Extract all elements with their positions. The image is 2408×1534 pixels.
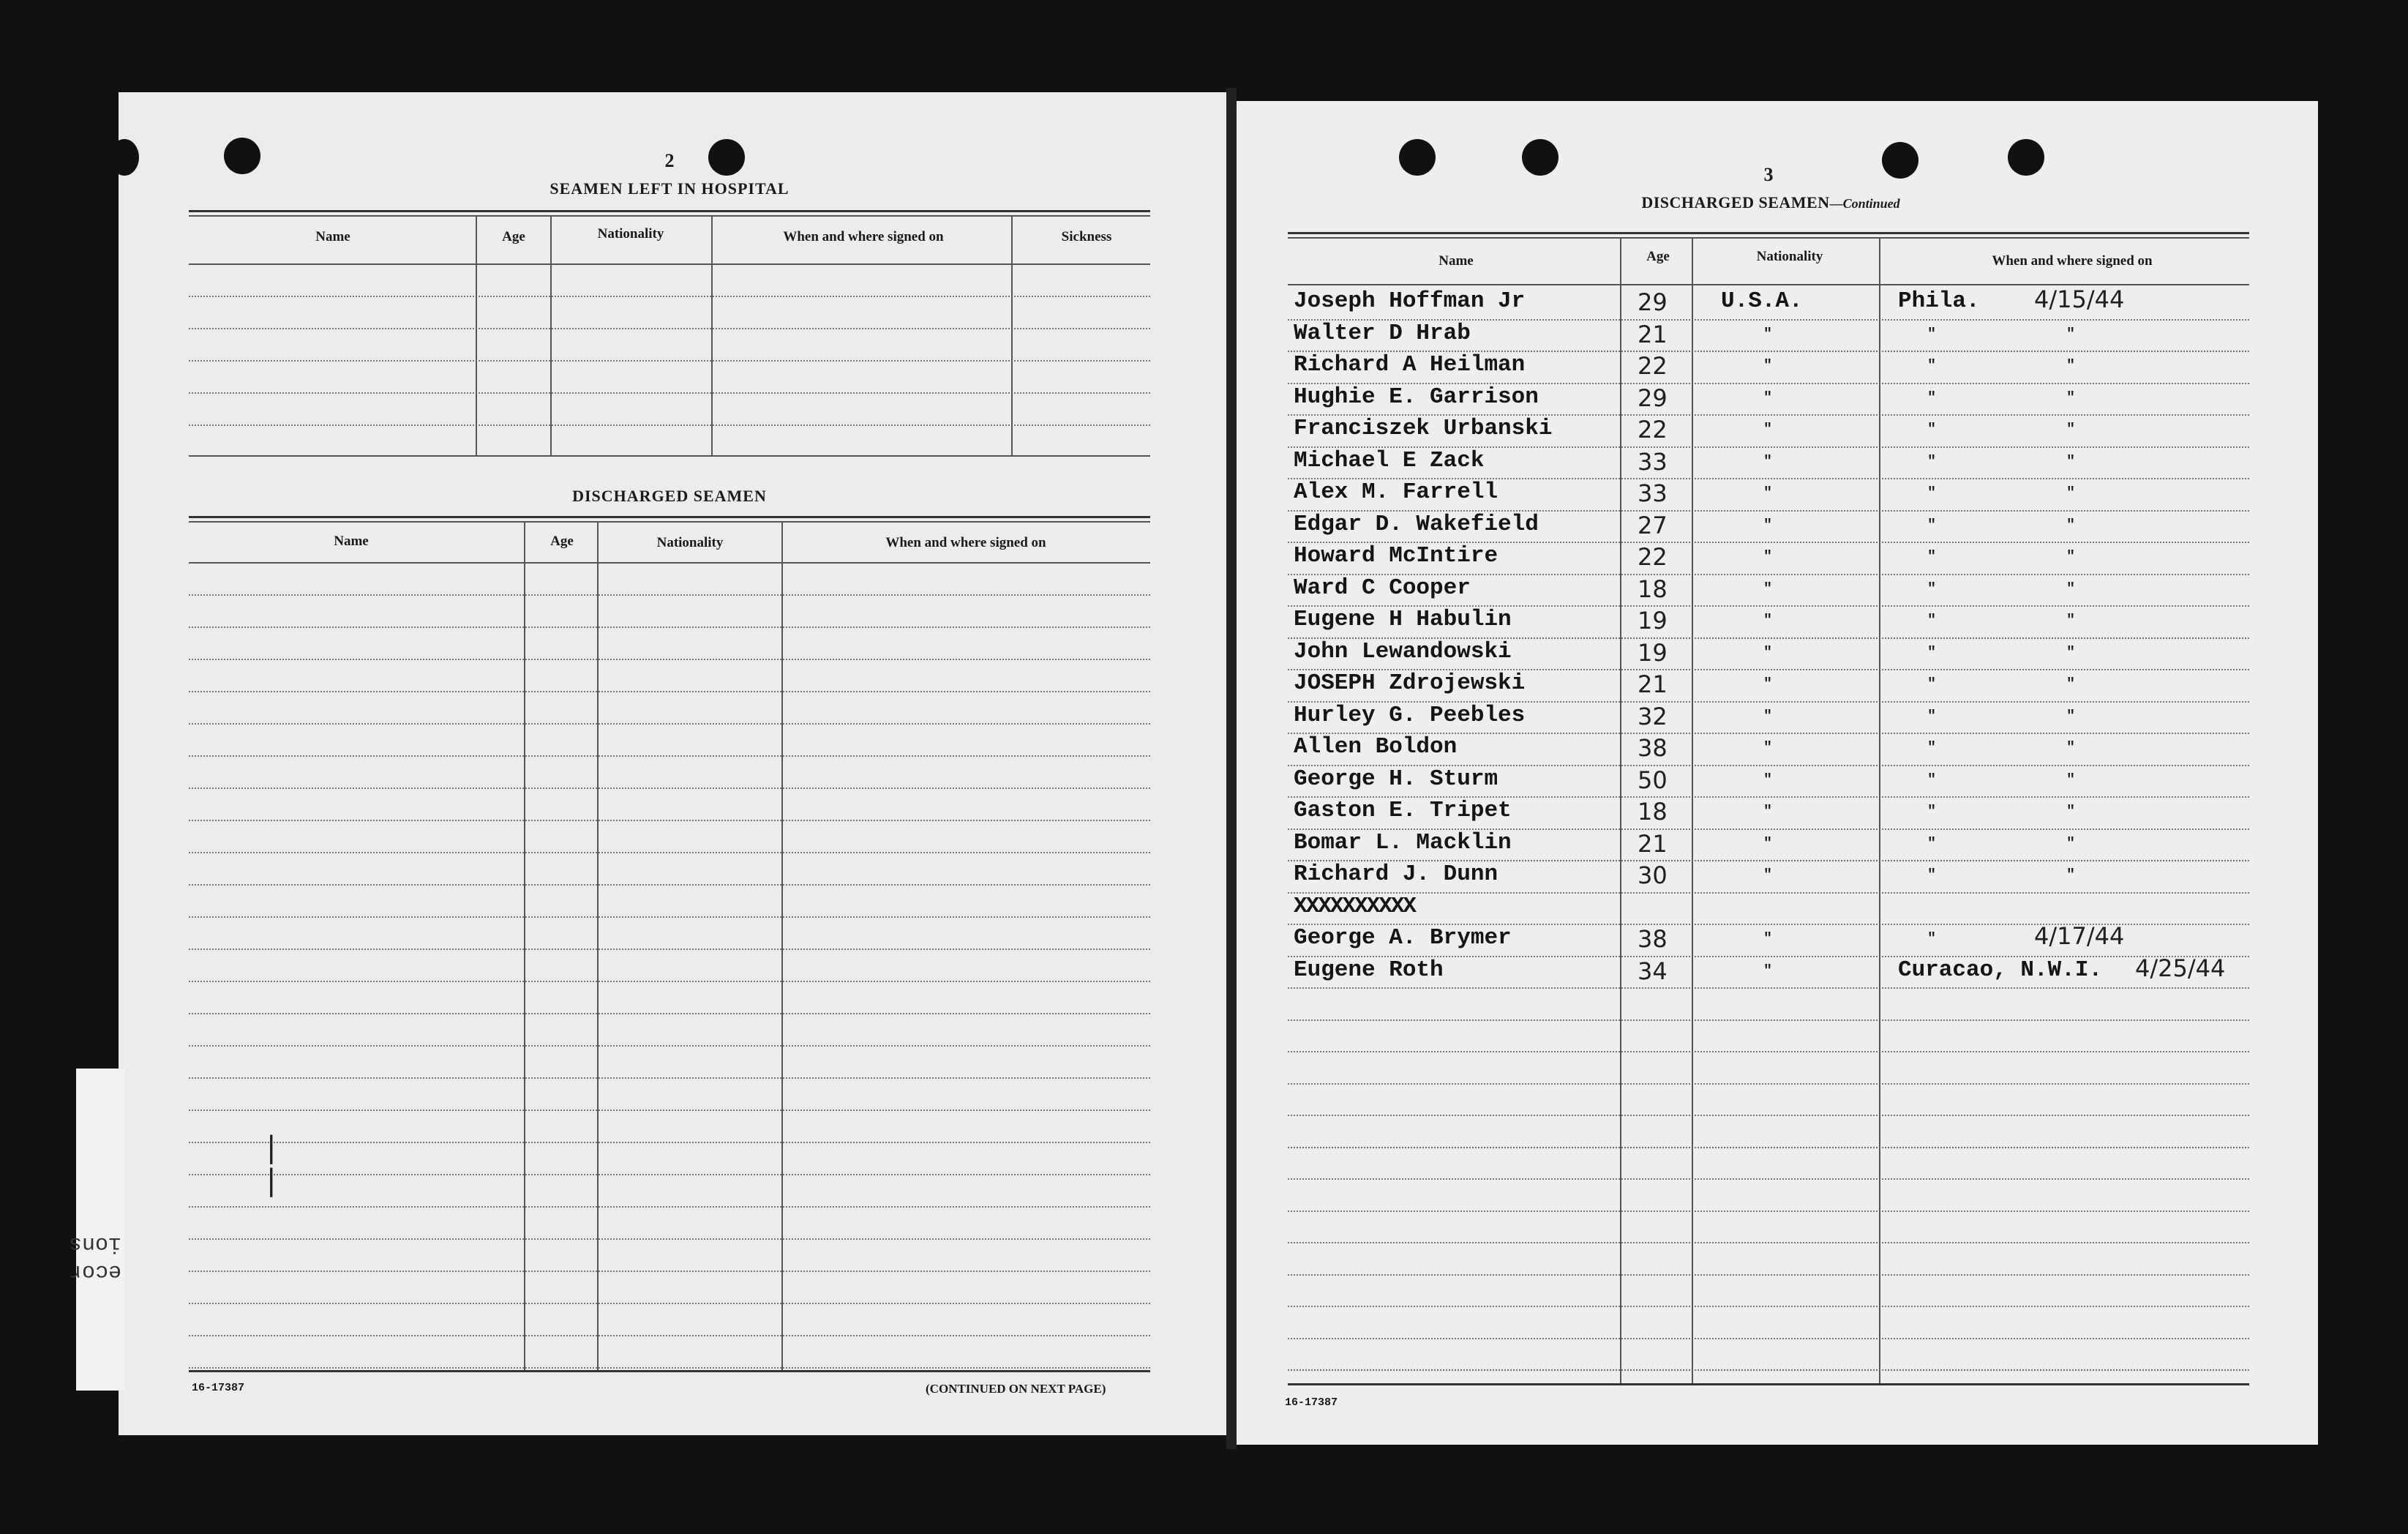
row-age: 21 (1638, 321, 1668, 348)
discharged-row-rule (189, 884, 1150, 886)
discharged-row-rule (189, 1077, 1150, 1079)
row-place-ditto: " (1927, 740, 1937, 757)
binding-spine (1226, 88, 1237, 1449)
discharged-row-rule (189, 626, 1150, 628)
right-col-divider (1620, 239, 1621, 1383)
hospital-header-signed: When and where signed on (783, 229, 944, 244)
right-row-rule (1288, 1083, 2249, 1085)
discharged-row-rule (189, 594, 1150, 596)
discharged-row-rule (189, 1206, 1150, 1208)
left-page (119, 92, 1231, 1435)
punch-hole (1882, 142, 1918, 179)
right-table-top-rule-2 (1288, 237, 2249, 239)
row-date-ditto: " (2066, 358, 2076, 375)
discharged-header-age: Age (550, 534, 574, 549)
right-row-rule (1288, 987, 2249, 989)
row-place-ditto: " (1927, 804, 1937, 820)
hospital-header-name: Name (315, 229, 350, 244)
discharged-col-divider (781, 523, 783, 1370)
row-nationality-ditto: " (1763, 676, 1773, 693)
hospital-section-title: SEAMEN LEFT IN HOSPITAL (550, 179, 789, 198)
row-nationality-ditto: " (1763, 390, 1773, 407)
discharged-row-rule (189, 1238, 1150, 1240)
discharged-row-rule (189, 1335, 1150, 1336)
row-name: George H. Sturm (1294, 766, 1499, 792)
row-age: 33 (1638, 448, 1668, 476)
row-age: 18 (1638, 575, 1668, 603)
row-age: 27 (1638, 512, 1668, 539)
row-name: Howard McIntire (1294, 543, 1499, 569)
discharged-header-name: Name (334, 534, 369, 549)
row-name: Bomar L. Macklin (1294, 830, 1512, 856)
punch-hole (708, 139, 745, 176)
row-nationality-ditto: " (1763, 422, 1773, 438)
punch-hole (224, 138, 260, 174)
row-nationality-ditto: " (1763, 963, 1773, 980)
row-nationality-ditto: " (1763, 931, 1773, 948)
row-date: 4/15/44 (2034, 285, 2125, 313)
row-date-ditto: " (2066, 549, 2076, 566)
right-row-rule (1288, 1306, 2249, 1307)
hospital-table-bottom-rule (189, 455, 1150, 457)
row-nationality-ditto: " (1763, 485, 1773, 502)
row-name: George A. Brymer (1294, 925, 1512, 951)
discharged-header-nationality: Nationality (656, 535, 724, 550)
row-place-ditto: " (1927, 613, 1937, 629)
row-nationality-ditto: " (1763, 358, 1773, 375)
row-place-ditto: " (1927, 676, 1937, 693)
right-row-rule (1288, 1274, 2249, 1276)
row-nationality-ditto: " (1763, 867, 1773, 884)
row-nationality-ditto: " (1763, 613, 1773, 629)
discharged-row-rule (189, 981, 1150, 982)
discharged-row-rule (189, 1110, 1150, 1111)
row-nationality: U.S.A. (1721, 288, 1803, 314)
row-nationality-ditto: " (1763, 454, 1773, 471)
right-col-divider (1692, 239, 1693, 1383)
row-age: 19 (1638, 607, 1668, 635)
row-nationality-ditto: " (1763, 836, 1773, 853)
right-col-divider (1879, 239, 1880, 1383)
row-nationality-ditto: " (1763, 772, 1773, 789)
row-date-ditto: " (2066, 772, 2076, 789)
discharged-table-bottom-rule (189, 1370, 1150, 1372)
discharged-col-divider (524, 523, 525, 1370)
row-date: 4/17/44 (2034, 922, 2125, 950)
discharged-row-rule (189, 659, 1150, 660)
right-section-title (1566, 193, 1976, 212)
row-date-ditto: " (2066, 676, 2076, 693)
left-form-number: 16-17387 (192, 1382, 245, 1394)
row-place: Phila. (1898, 288, 1980, 314)
discharged-row-rule (189, 1367, 1150, 1369)
discharged-row-rule (189, 1271, 1150, 1272)
row-date-ditto: " (2066, 517, 2076, 534)
row-nationality-ditto: " (1763, 645, 1773, 662)
hospital-header-sickness: Sickness (1061, 229, 1112, 244)
right-header-name: Name (1439, 253, 1474, 269)
discharged-header-rule (189, 562, 1150, 564)
hospital-table-top-rule-2 (189, 215, 1150, 217)
discharged-table-top-rule (189, 516, 1150, 518)
row-place-ditto: " (1927, 708, 1937, 725)
row-place-ditto: " (1927, 422, 1937, 438)
row-date-ditto: " (2066, 867, 2076, 884)
hospital-col-divider (711, 217, 713, 455)
row-nationality-ditto: " (1763, 326, 1773, 343)
row-place-ditto: " (1927, 581, 1937, 598)
row-nationality-ditto: " (1763, 740, 1773, 757)
pencil-mark: | (266, 1164, 277, 1197)
right-form-number: 16-17387 (1285, 1396, 1338, 1409)
right-section-title-suffix: —Continued (1829, 196, 1900, 211)
discharged-row-rule (189, 755, 1150, 757)
row-date-ditto: " (2066, 708, 2076, 725)
row-date-ditto: " (2066, 804, 2076, 820)
hospital-header-age: Age (502, 229, 525, 244)
row-age: 38 (1638, 734, 1668, 762)
row-date-ditto: " (2066, 740, 2076, 757)
hospital-header-rule (189, 263, 1150, 265)
row-name: Richard J. Dunn (1294, 861, 1499, 887)
row-date-ditto: " (2066, 485, 2076, 502)
discharged-row-rule (189, 1045, 1150, 1047)
row-date-ditto: " (2066, 613, 2076, 629)
row-date-ditto: " (2066, 454, 2076, 471)
row-name: Hurley G. Peebles (1294, 703, 1526, 728)
hospital-row-rule (189, 328, 1150, 329)
right-row-rule (1288, 1242, 2249, 1243)
discharged-header-signed: When and where signed on (885, 535, 1046, 550)
row-place-ditto: " (1927, 836, 1937, 853)
row-place-ditto: " (1927, 390, 1937, 407)
row-age: 29 (1638, 384, 1668, 412)
discharged-row-rule (189, 949, 1150, 950)
row-name: Allen Boldon (1294, 734, 1458, 760)
punch-hole (1399, 139, 1436, 176)
row-date-ditto: " (2066, 326, 2076, 343)
row-name: JOSEPH Zdrojewski (1294, 670, 1526, 696)
hospital-col-divider (476, 217, 477, 455)
discharged-row-rule (189, 1013, 1150, 1014)
row-name: Hughie E. Garrison (1294, 384, 1539, 410)
row-date-ditto: " (2066, 422, 2076, 438)
row-name: Walter D Hrab (1294, 321, 1471, 346)
row-place-ditto: " (1927, 772, 1937, 789)
row-name: Edgar D. Wakefield (1294, 512, 1539, 537)
discharged-section-title: DISCHARGED SEAMEN (572, 487, 767, 505)
row-age: 22 (1638, 352, 1668, 380)
row-place-ditto: " (1927, 549, 1937, 566)
right-table-top-rule (1288, 232, 2249, 234)
row-age: 29 (1638, 288, 1668, 316)
right-row-rule (1288, 1369, 2249, 1371)
discharged-row-rule (189, 1174, 1150, 1175)
row-age: 50 (1638, 766, 1668, 794)
right-row-rule (1288, 1338, 2249, 1339)
row-age: 21 (1638, 670, 1668, 698)
row-place-ditto: " (1927, 326, 1937, 343)
row-age: 33 (1638, 479, 1668, 507)
row-nationality-ditto: " (1763, 708, 1773, 725)
discharged-row-rule (189, 820, 1150, 821)
row-name: Richard A Heilman (1294, 352, 1526, 378)
row-place-ditto: " (1927, 867, 1937, 884)
row-name: Joseph Hoffman Jr (1294, 288, 1526, 314)
right-table-bottom-rule (1288, 1383, 2249, 1385)
row-name: Franciszek Urbanski (1294, 416, 1553, 441)
side-slip-text: ecor ions (68, 1231, 121, 1284)
discharged-row-rule (189, 916, 1150, 918)
row-age: 32 (1638, 703, 1668, 730)
right-row-rule (1288, 892, 2249, 894)
pencil-mark: | (266, 1131, 277, 1164)
row-name: Alex M. Farrell (1294, 479, 1499, 505)
discharged-row-rule (189, 1142, 1150, 1143)
row-name: Eugene H Habulin (1294, 607, 1512, 632)
left-page-number: 2 (664, 150, 675, 171)
row-place-ditto: " (1927, 485, 1937, 502)
row-date: 4/25/44 (2135, 954, 2226, 982)
right-row-rule (1288, 1019, 2249, 1021)
punch-hole (1522, 139, 1559, 176)
row-date-ditto: " (2066, 836, 2076, 853)
discharged-row-rule (189, 691, 1150, 692)
row-nationality-ditto: " (1763, 581, 1773, 598)
row-place-ditto: " (1927, 517, 1937, 534)
right-row-rule (1288, 1051, 2249, 1052)
discharged-row-rule (189, 787, 1150, 789)
discharged-row-rule (189, 723, 1150, 725)
row-nationality-ditto: " (1763, 804, 1773, 820)
row-place: Curacao, N.W.I. (1898, 957, 2103, 983)
hospital-row-rule (189, 296, 1150, 297)
row-age: 21 (1638, 830, 1668, 858)
continued-note: (CONTINUED ON NEXT PAGE) (926, 1382, 1106, 1396)
discharged-row-rule (189, 852, 1150, 853)
row-age: 18 (1638, 798, 1668, 826)
right-row-rule (1288, 1178, 2249, 1180)
hospital-col-divider (1011, 217, 1013, 455)
hospital-col-divider (550, 217, 552, 455)
right-row-rule (1288, 1115, 2249, 1116)
discharged-table-top-rule-2 (189, 521, 1150, 523)
row-age: 22 (1638, 416, 1668, 444)
row-name: Eugene Roth (1294, 957, 1444, 983)
row-age: 34 (1638, 957, 1668, 985)
punch-hole (110, 139, 139, 176)
row-name: Ward C Cooper (1294, 575, 1471, 601)
right-header-signed: When and where signed on (1992, 253, 2153, 269)
row-nationality-ditto: " (1763, 517, 1773, 534)
row-age: 38 (1638, 925, 1668, 953)
row-place-ditto: " (1927, 645, 1937, 662)
row-name: John Lewandowski (1294, 639, 1512, 665)
row-place-ditto: " (1927, 358, 1937, 375)
row-age: 19 (1638, 639, 1668, 667)
row-name: XXXXXXXXXX (1294, 894, 1416, 919)
hospital-row-rule (189, 392, 1150, 394)
right-page-number: 3 (1763, 164, 1774, 185)
hospital-row-rule (189, 424, 1150, 426)
right-header-nationality: Nationality (1756, 249, 1823, 264)
right-row-rule (1288, 1211, 2249, 1212)
row-name: Gaston E. Tripet (1294, 798, 1512, 823)
right-header-age: Age (1646, 249, 1670, 264)
hospital-table-top-rule (189, 210, 1150, 212)
row-nationality-ditto: " (1763, 549, 1773, 566)
row-place-ditto: " (1927, 454, 1937, 471)
row-age: 22 (1638, 543, 1668, 571)
right-row-rule (1288, 1147, 2249, 1148)
row-date-ditto: " (2066, 390, 2076, 407)
right-section-title-text: DISCHARGED SEAMEN (1641, 193, 1830, 212)
row-age: 30 (1638, 861, 1668, 889)
hospital-row-rule (189, 360, 1150, 362)
row-date-ditto: " (2066, 581, 2076, 598)
row-name: Michael E Zack (1294, 448, 1485, 474)
discharged-row-rule (189, 1303, 1150, 1304)
hospital-header-nationality: Nationality (597, 226, 664, 242)
discharged-col-divider (597, 523, 599, 1370)
punch-hole (2008, 139, 2044, 176)
row-place-ditto: " (1927, 931, 1937, 948)
row-date-ditto: " (2066, 645, 2076, 662)
